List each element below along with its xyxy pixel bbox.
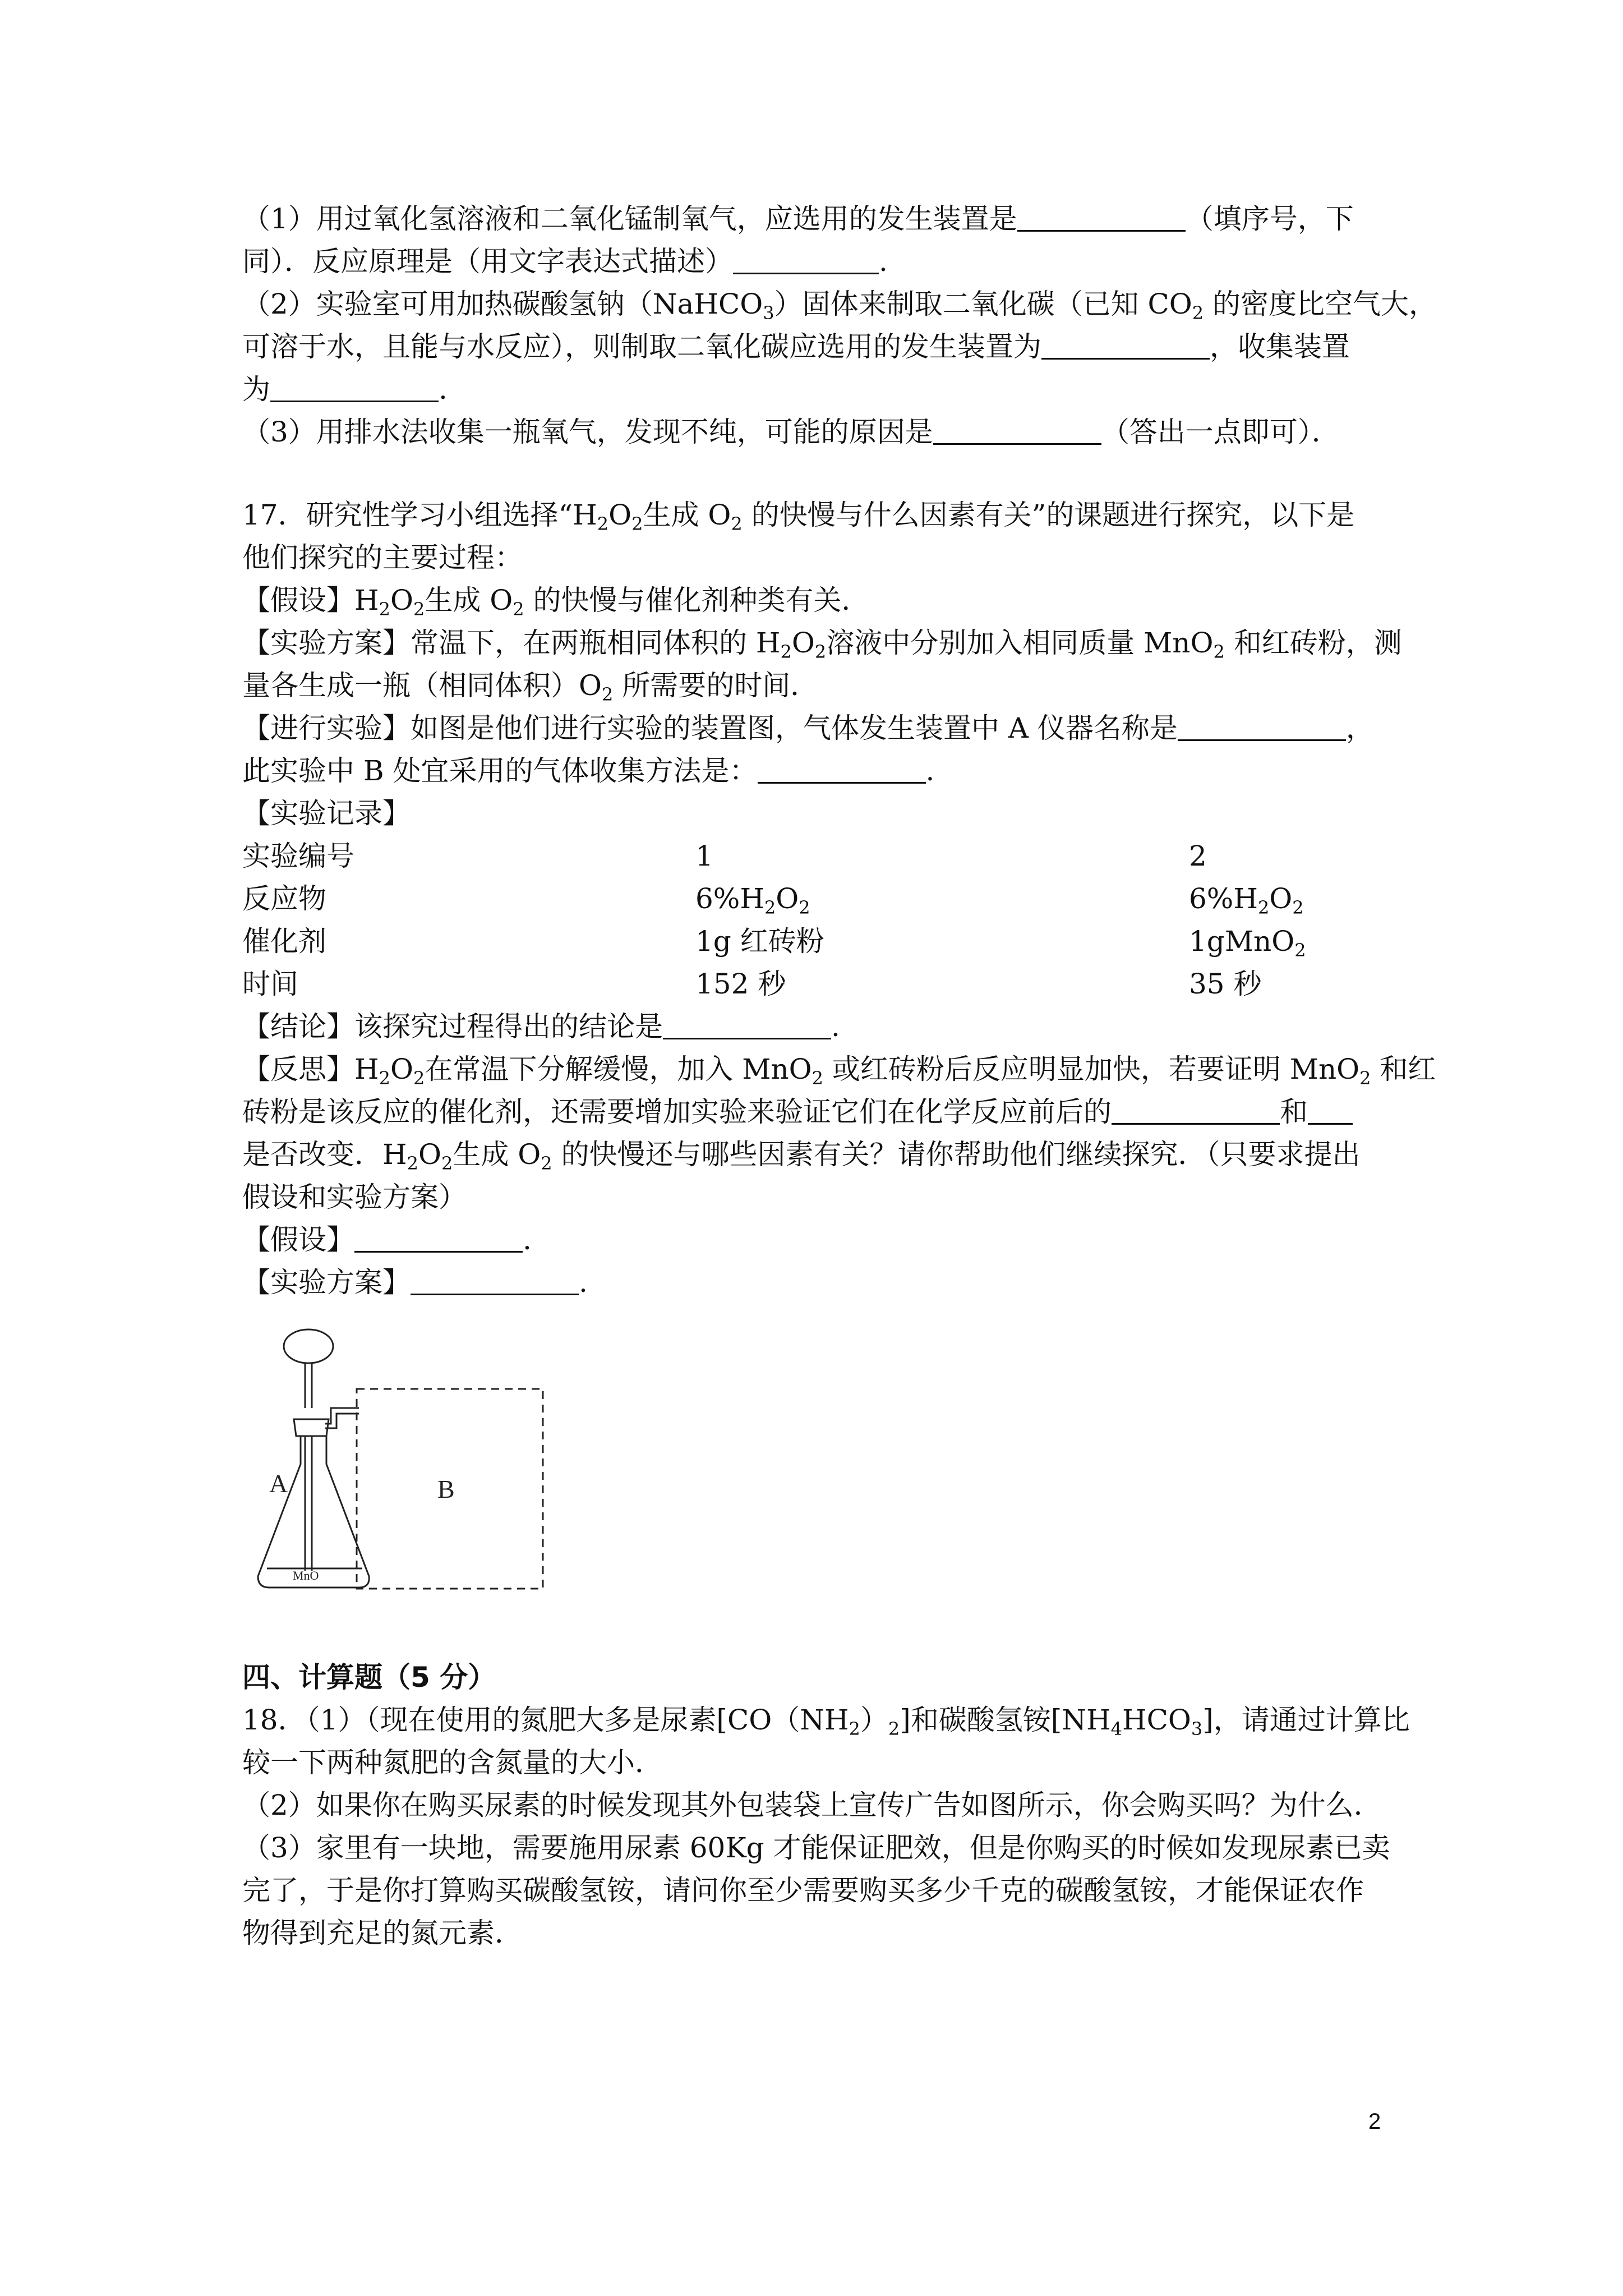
answer-blank	[354, 1223, 523, 1253]
q17-reflection-line2: 砖粉是该反应的催化剂，还需要增加实验来验证它们在化学反应前后的 和	[242, 1091, 1386, 1133]
table-cell: 时间	[242, 968, 298, 1000]
q18-line1: 18．（1）（现在使用的氮肥大多是尿素$[CO(NH_2)_2]$和碳酸氢铵$[NH_4HCO_3]$，请通过计算比	[242, 1704, 1410, 1740]
table-cell: 1gMnO$_2$	[1189, 925, 1306, 961]
funnel-bowl	[284, 1329, 333, 1363]
table-cell: 1g 红砖粉	[695, 925, 824, 958]
table-cell: 反应物	[242, 882, 326, 915]
q16-part2-line1: （2）实验室可用加热碳酸氢钠（NaHCO$_3$）固体来制取二氧化碳（已知 $CO_2$ 的密度比空气大，	[242, 288, 1437, 324]
q17-reflection-line1: 【反思】$H_2O_2$在常温下分解缓慢，加入 MnO$_2$ 或红砖粉后反应明显加快，若要证明 MnO$_2$ 和红	[242, 1053, 1436, 1089]
page-content	[242, 197, 1437, 1304]
q18-line3: （2）如果你在购买尿素的时候发现其外包装袋上宣传广告如图所示，你会购买吗？为什么．	[242, 1789, 1382, 1821]
answer-blank	[270, 372, 439, 402]
q17-plan-2: 【实验方案】 .	[242, 1266, 588, 1299]
section-four	[242, 1656, 1410, 1954]
q18-line2: 较一下两种氮肥的含氮量的大小．	[242, 1746, 663, 1779]
table-cell: 152 秒	[695, 968, 786, 1000]
flask-body	[258, 1436, 369, 1588]
answer-blank	[663, 1010, 831, 1039]
answer-blank	[758, 754, 926, 784]
answer-blank	[933, 415, 1101, 445]
q17-experiment-line1: 【进行实验】如图是他们进行实验的装置图，气体发生装置中 A 仪器名称是 ，	[242, 712, 1374, 744]
answer-blank	[1017, 202, 1186, 232]
flask-text: MnO	[293, 1568, 319, 1582]
q16-part2-line3: 为 .	[242, 373, 448, 406]
q18-line4: （3）家里有一块地，需要施用尿素 60Kg 才能保证肥效，但是你购买的时候如发现尿素已卖	[242, 1832, 1390, 1864]
answer-blank	[411, 1266, 579, 1295]
table-cell: 催化剂	[242, 925, 326, 958]
table-cell: 1	[695, 840, 713, 872]
q17-reflection-line3: 是否改变．$H_2O_2$生成 $O_2$ 的快慢还与哪些因素有关？请你帮助他们继续探究．（只要求提出	[242, 1138, 1361, 1174]
q17-hypothesis: 【假设】$H_2O_2$生成 $O_2$ 的快慢与催化剂种类有关．	[242, 584, 870, 620]
stopper	[294, 1419, 329, 1436]
table-row	[242, 920, 1386, 963]
q17-plan-line2: 量各生成一瓶（相同体积）$O_2$ 所需要的时间．	[242, 669, 819, 705]
answer-blank	[1112, 1095, 1280, 1125]
table-cell: 35 秒	[1189, 968, 1262, 1000]
record-table	[242, 835, 1386, 1005]
q17-record-heading: 【实验记录】	[242, 797, 411, 830]
funnel-stem	[305, 1363, 312, 1408]
answer-blank	[733, 245, 879, 274]
table-cell: $6\%H_2O_2$	[695, 882, 810, 918]
q18-line5: 完了，于是你打算购买碳酸氢铵，请问你至少需要购买多少千克的碳酸氢铵，才能保证农作	[242, 1874, 1364, 1907]
q16-part2-line2: 可溶于水，且能与水反应），则制取二氧化碳应选用的发生装置为 ，收集装置	[242, 330, 1350, 363]
label-a: A	[269, 1469, 288, 1498]
page-number: 2	[1368, 2109, 1381, 2134]
q17-conclusion: 【结论】该探究过程得出的结论是 .	[242, 1010, 840, 1043]
table-row	[242, 877, 1386, 920]
q17-plan-line1: 【实验方案】常温下，在两瓶相同体积的 $H_2O_2$溶液中分别加入相同质量 MnO$_2$ 和红砖粉，测	[242, 627, 1402, 662]
q16-part1-line2: 同）．反应原理是（用文字表达式描述） .	[242, 245, 888, 278]
q17-intro-line2: 他们探究的主要过程：	[242, 541, 523, 574]
q16-part3-line: （3）用排水法收集一瓶氧气，发现不纯，可能的原因是 （答出一点即可）．	[242, 416, 1340, 448]
q17-experiment-line2: 此实验中 B 处宜采用的气体收集方法是： .	[242, 754, 935, 787]
table-cell: 实验编号	[242, 840, 354, 872]
table-row	[242, 963, 1386, 1005]
delivery-tube	[325, 1408, 359, 1428]
answer-blank	[1178, 711, 1346, 741]
q17-reflection-line4: 假设和实验方案）	[242, 1181, 467, 1213]
q18-line6: 物得到充足的氮元素．	[242, 1917, 523, 1949]
answer-blank	[1041, 330, 1210, 360]
thistle-tube	[305, 1436, 312, 1571]
table-row	[242, 835, 1386, 877]
label-b: B	[437, 1475, 455, 1503]
q16-part1-line1: （1）用过氧化氢溶液和二氧化锰制氧气，应选用的发生装置是 （填序号，下	[242, 203, 1354, 235]
apparatus-diagram	[247, 1324, 561, 1604]
table-cell: 2	[1189, 840, 1207, 872]
q17-intro-line1: 17．研究性学习小组选择“$H_2O_2$生成 $O_2$ 的快慢与什么因素有关”的课题进行探究，以下是	[242, 499, 1355, 535]
section-title: 四、计算题（5 分）	[242, 1661, 496, 1694]
table-cell: $6\%H_2O_2$	[1189, 882, 1304, 918]
q17-hypothesis-2: 【假设】 .	[242, 1223, 532, 1256]
answer-blank	[1308, 1095, 1353, 1125]
